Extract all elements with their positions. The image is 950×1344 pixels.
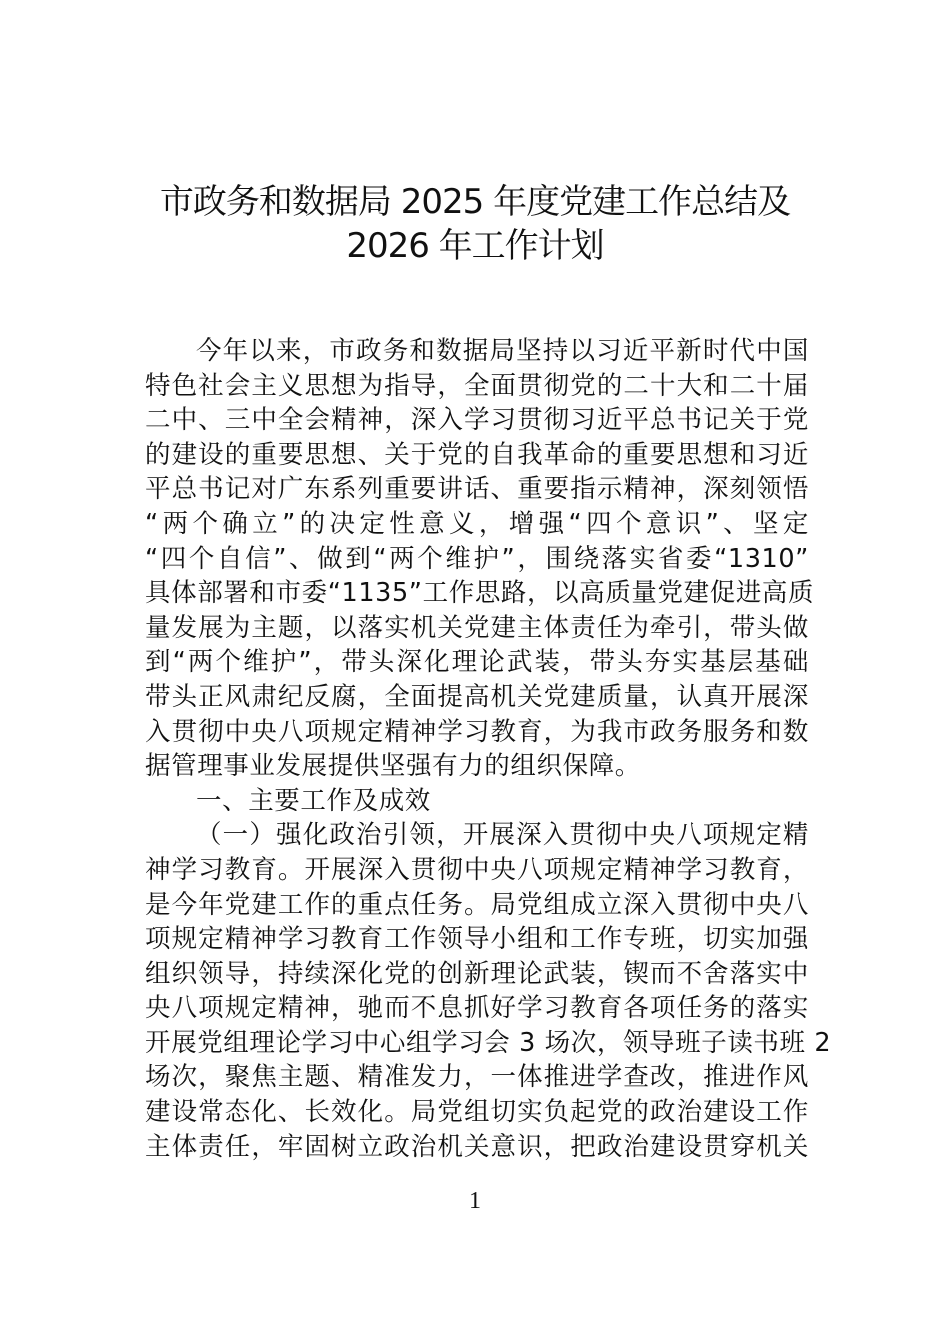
paragraph-line: 入贯彻中央八项规定精神学习教育，为我市政务服务和数 bbox=[145, 716, 809, 747]
paragraph-line: 据管理事业发展提供坚强有力的组织保障。 bbox=[145, 751, 641, 782]
paragraph-line: 平总书记对广东系列重要讲话、重要指示精神，深刻领悟 bbox=[145, 474, 809, 505]
paragraph-line: 开展党组理论学习中心组学习会 3 场次，领导班子读书班 2 bbox=[145, 1027, 832, 1058]
paragraph-line: 央八项规定精神，驰而不息抓好学习教育各项任务的落实 bbox=[145, 993, 809, 1024]
paragraph-line: 量发展为主题，以落实机关党建主体责任为牵引，带头做 bbox=[145, 612, 809, 643]
paragraph-line: 主体责任，牢固树立政治机关意识，把政治建设贯穿机关 bbox=[145, 1131, 809, 1162]
paragraph-line: 到“两个维护”，带头深化理论武装，带头夯实基层基础 bbox=[145, 647, 809, 678]
section-heading: 一、主要工作及成效 bbox=[196, 785, 431, 816]
paragraph-line: 场次，聚焦主题、精准发力，一体推进学查改，推进作风 bbox=[145, 1062, 809, 1093]
page-number: 1 bbox=[469, 1188, 481, 1214]
paragraph-line: “两个确立”的决定性意义，增强“四个意识”、坚定 bbox=[145, 508, 809, 539]
paragraph-line: 建设常态化、长效化。局党组切实负起党的政治建设工作 bbox=[145, 1097, 809, 1128]
paragraph-line: 今年以来，市政务和数据局坚持以习近平新时代中国 bbox=[196, 336, 809, 366]
document-title-line-2: 2026 年工作计划 bbox=[346, 226, 604, 266]
paragraph-line: 二中、三中全会精神，深入学习贯彻习近平总书记关于党 bbox=[145, 405, 809, 436]
paragraph-line: “四个自信”、做到“两个维护”，围绕落实省委“1310” bbox=[145, 543, 809, 574]
paragraph-line: 是今年党建工作的重点任务。局党组成立深入贯彻中央八 bbox=[145, 889, 809, 920]
paragraph-line: 具体部署和市委“1135”工作思路，以高质量党建促进高质 bbox=[145, 578, 815, 609]
paragraph-line: 带头正风肃纪反腐，全面提高机关党建质量，认真开展深 bbox=[145, 681, 809, 712]
paragraph-line: 组织领导，持续深化党的创新理论武装，锲而不舍落实中 bbox=[145, 958, 809, 989]
paragraph-line: 特色社会主义思想为指导，全面贯彻党的二十大和二十届 bbox=[145, 370, 809, 401]
subsection-heading-line: （一）强化政治引领，开展深入贯彻中央八项规定精 bbox=[196, 820, 809, 851]
document-title-line-1: 市政务和数据局 2025 年度党建工作总结及 bbox=[159, 182, 791, 222]
paragraph-line: 神学习教育。开展深入贯彻中央八项规定精神学习教育， bbox=[145, 854, 809, 885]
paragraph-line: 的建设的重要思想、关于党的自我革命的重要思想和习近 bbox=[145, 439, 809, 470]
document-body bbox=[145, 334, 832, 1164]
paragraph-line: 项规定精神学习教育工作领导小组和工作专班，切实加强 bbox=[145, 924, 809, 955]
